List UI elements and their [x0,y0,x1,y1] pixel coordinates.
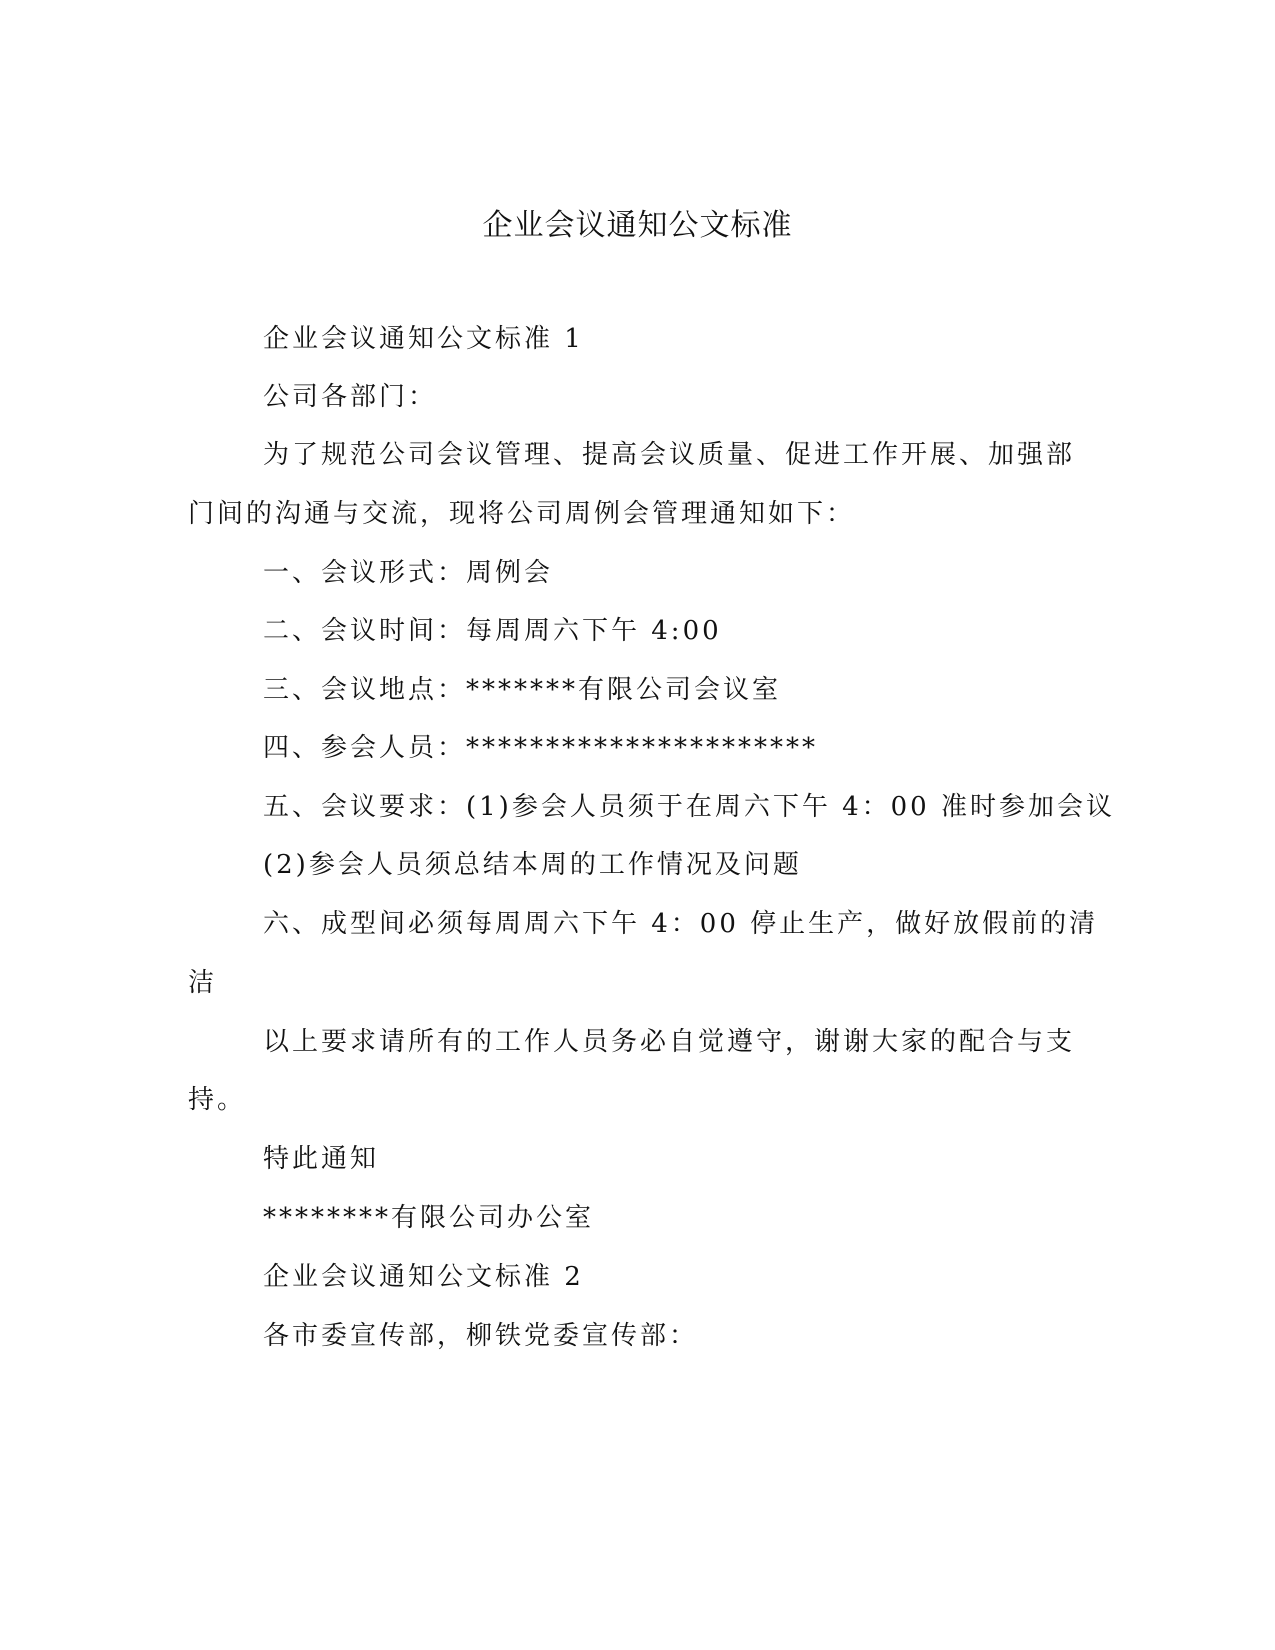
item-six-line-2: 洁 [188,968,218,998]
item-meeting-location: 三、会议地点：*******有限公司会议室 [263,675,782,705]
item-six-line-1: 六、成型间必须每周周六下午 4：00 停止生产，做好放假前的清 [263,909,1099,939]
paragraph-intro-line-2: 门间的沟通与交流，现将公司周例会管理通知如下： [188,499,856,529]
notice-phrase: 特此通知 [263,1144,380,1174]
salutation-2: 各市委宣传部，柳铁党委宣传部： [263,1321,699,1351]
section-heading-1: 企业会议通知公文标准 1 [263,324,584,354]
paragraph-intro-line-1: 为了规范公司会议管理、提高会议质量、促进工作开展、加强部 [263,440,1076,470]
item-requirements-2: (2)参会人员须总结本周的工作情况及问题 [263,850,802,880]
item-requirements: 五、会议要求：(1)参会人员须于在周六下午 4：00 准时参加会议 [263,792,1115,822]
item-meeting-form: 一、会议形式：周例会 [263,558,554,588]
item-attendees: 四、参会人员：********************** [263,733,819,763]
item-meeting-time: 二、会议时间：每周周六下午 4:00 [263,616,722,646]
salutation: 公司各部门： [263,382,438,412]
closing-line-1: 以上要求请所有的工作人员务必自觉遵守，谢谢大家的配合与支 [263,1027,1076,1057]
closing-line-2: 持。 [188,1085,247,1115]
section-heading-2: 企业会议通知公文标准 2 [263,1262,584,1292]
issuer: ********有限公司办公室 [263,1203,595,1233]
document-title: 企业会议通知公文标准 [482,208,793,243]
